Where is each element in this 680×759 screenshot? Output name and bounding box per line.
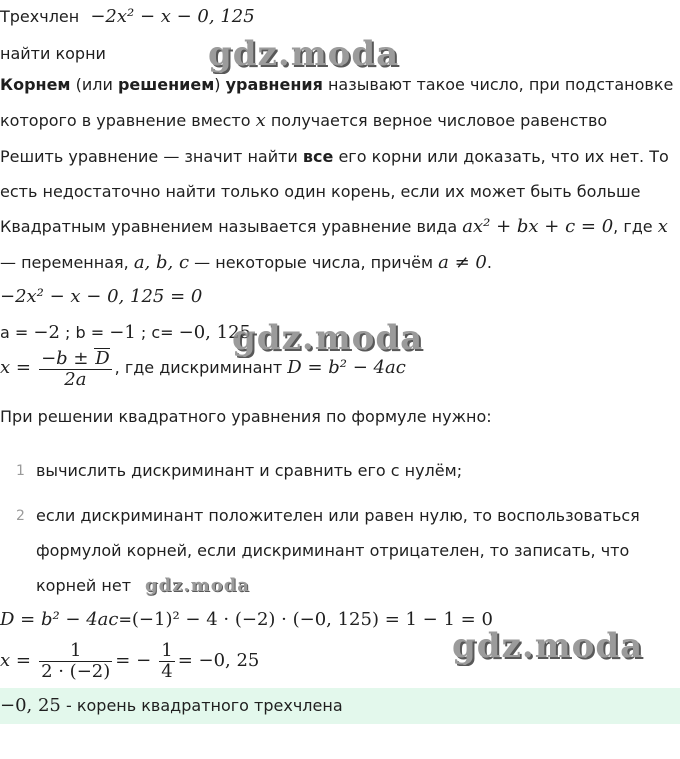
problem-line [0,6,680,28]
method-intro: При решении квадратного уравнения по формуле нужно: [0,407,492,426]
answer-text: - корень квадратного трехчлена [60,696,343,715]
list-number: 2 [16,508,25,524]
watermark: gdz.moda [208,34,400,74]
root-calculation: x = $\frac{1}{2 \cdot (-2)}$ = − $\frac{1}{4}$ = −0, 25 [0,640,260,682]
definition-line-5: Квадратным уравнением называется уравнение вида ax² + bx + c = 0, где x [0,216,668,237]
answer-value: −0, 25 [0,695,61,716]
definition-line-6: — переменная, a, b, c — некоторые числа, причём a ≠ 0. [0,252,492,273]
term-equation: уравнения [225,75,323,94]
watermark: gdz.moda [452,626,644,666]
coefficients: a = −2 ; b = −1 ; c= −0, 125 [0,322,251,343]
answer-line [0,695,680,717]
definition-line-4: есть недостаточно найти только один корень, если их может быть больше [0,182,641,201]
definition-line-3: Решить уравнение — значит найти все его корни или доказать, что их нет. То [0,147,669,166]
watermark: gdz.moda [232,318,424,358]
term-solution: решением [117,75,215,94]
sqrt-sign: D [95,347,110,369]
definition-line-1: Корнем (или решением) уравнения называют такое число, при подстановке [0,75,674,94]
list-item-continued: формулой корней, если дискриминант отрицателен, то записать, что [36,541,630,560]
root-fraction-1: $\frac{1}{2 \cdot (-2)}$ [41,640,111,682]
list-item-continued: корней нет [36,576,132,595]
polynomial: −2x² − x − 0, 125 [90,6,255,27]
term-root: Корнем [0,75,71,94]
list-number: 1 [16,463,25,479]
definition-line-2: которого в уравнение вместо x получается верное числовое равенство [0,110,608,131]
list-item: вычислить дискриминант и сравнить его с нулём; [36,461,463,480]
equation: −2x² − x − 0, 125 = 0 [0,286,203,307]
discriminant-calculation: D = b² − 4ac=(−1)² − 4 · (−2) · (−0, 125) = 1 − 1 = 0 [0,609,493,630]
formula-fraction: $\frac{-b \pm D}{2a}$ [41,347,110,390]
quadratic-form: ax² + bx + c = 0 [462,216,614,237]
watermark: gdz.moda [145,575,250,596]
task-text: найти корни [0,44,106,63]
root-fraction-2: $\frac{1}{4}$ [161,640,173,682]
problem-label: Трехчлен [0,7,80,26]
quadratic-formula: x = $\frac{-b \pm D}{2a}$ , где дискриминант D = b² − 4ac [0,347,406,390]
list-item: если дискриминант положителен или равен нулю, то воспользоваться [36,506,640,525]
